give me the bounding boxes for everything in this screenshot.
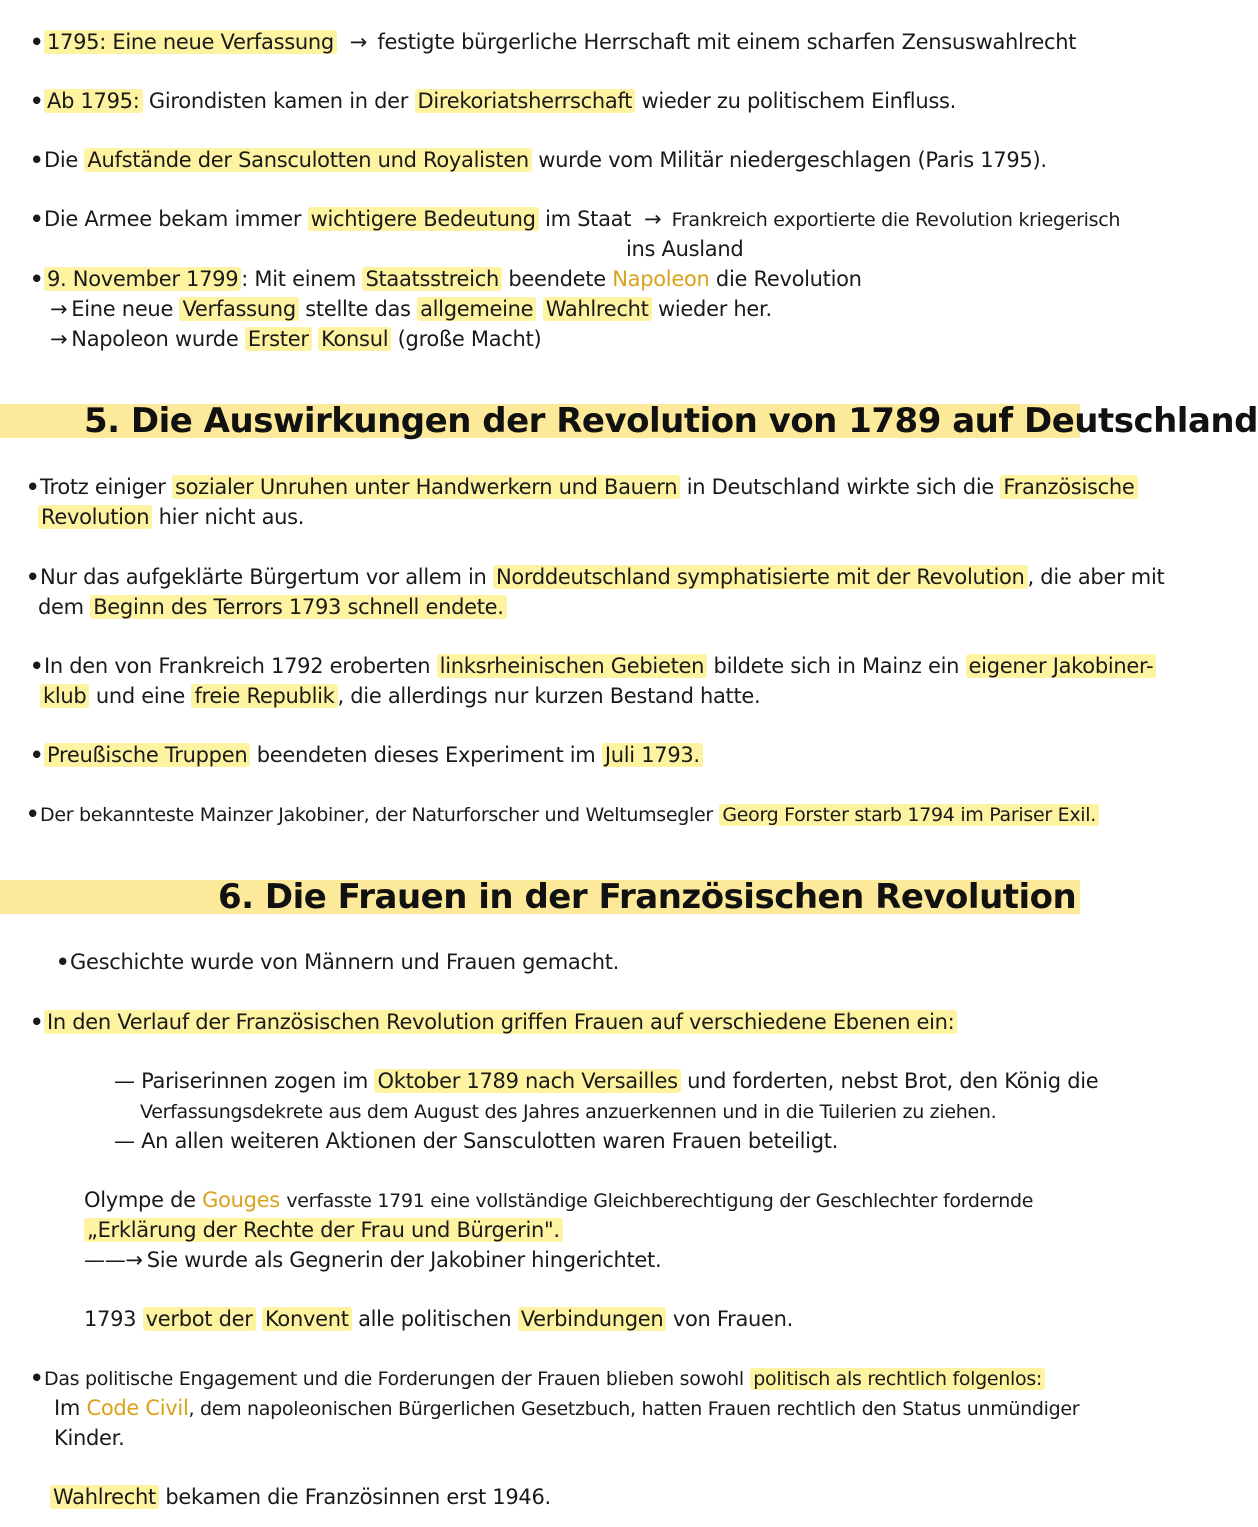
text: Die: [44, 148, 79, 172]
highlight: allgemeine: [417, 297, 536, 321]
line-engagement-2: [54, 1393, 1079, 1424]
text: Im: [54, 1396, 81, 1420]
highlight: Norddeutschland symphatisierte mit der Revolution: [493, 565, 1028, 589]
line-engagement: [30, 1363, 1045, 1394]
highlight: Beginn des Terrors 1793 schnell endete.: [90, 595, 506, 619]
highlight: Aufstände der Sansculotten und Royalisten: [84, 148, 531, 172]
text: die Revolution: [715, 267, 862, 291]
text: Frankreich exportierte die Revolution kriegerisch: [671, 209, 1121, 231]
line-buergertum-2: [38, 592, 507, 622]
line-trotz-2: [38, 502, 304, 532]
line-ab-1795: [30, 86, 956, 116]
text: wieder zu politischem Einfluss.: [641, 89, 956, 113]
bullet: •: [30, 654, 44, 678]
text: Kinder.: [54, 1426, 125, 1450]
line-sansculotten-aktionen: [114, 1126, 838, 1156]
text: In den von Frankreich 1792 eroberten: [44, 654, 431, 678]
text: bekamen die Französinnen erst 1946.: [165, 1485, 551, 1509]
highlight: klub: [40, 684, 89, 708]
bullet: •: [56, 950, 70, 974]
text: , die allerdings nur kurzen Bestand hatte.: [337, 684, 761, 708]
highlight: 9. November 1799: [44, 267, 241, 291]
text: bildete sich in Mainz ein: [713, 654, 960, 678]
text: festigte bürgerliche Herrschaft mit einem scharfen Zensuswahlrecht: [377, 30, 1077, 54]
bullet: •: [30, 207, 44, 231]
bullet: •: [26, 475, 40, 499]
highlight: Konvent: [262, 1307, 352, 1331]
line-verfassung-wahlrecht: [50, 294, 772, 324]
line-1795-constitution: [30, 27, 1076, 57]
highlight: sozialer Unruhen unter Handwerkern und Bauern: [172, 475, 680, 499]
text: wieder her.: [658, 297, 772, 321]
line-trotz: [26, 472, 1138, 502]
section-6-heading: 6. Die Frauen in der Französischen Revolution: [218, 877, 1077, 917]
highlight: Oktober 1789 nach Versailles: [374, 1069, 680, 1093]
highlight: Staatsstreich: [362, 267, 502, 291]
highlight: „Erklärung der Rechte der Frau und Bürgerin".: [84, 1218, 563, 1242]
highlight: linksrheinischen Gebieten: [437, 654, 708, 678]
line-geschichte: [56, 947, 619, 977]
highlight: Georg Forster starb 1794 im Pariser Exil.: [719, 804, 1099, 826]
bullet: •: [30, 148, 44, 172]
arrow-right-icon: →: [637, 207, 662, 231]
dash: —: [114, 1069, 142, 1093]
text: Eine neue: [71, 297, 174, 321]
line-engagement-3: [54, 1423, 124, 1453]
highlight: Französische: [1000, 475, 1137, 499]
text: Pariserinnen zogen im: [141, 1069, 369, 1093]
line-buergertum: [26, 562, 1164, 592]
text: Trotz einiger: [40, 475, 166, 499]
line-olympe-2: [84, 1215, 563, 1245]
bullet: •: [30, 1366, 44, 1390]
text: Sie wurde als Gegnerin der Jakobiner hingerichtet.: [146, 1248, 662, 1272]
line-mainz: [30, 651, 1156, 681]
bullet: •: [30, 89, 44, 113]
highlight: eigener Jakobiner-: [966, 654, 1157, 678]
text: Die Armee bekam immer: [44, 207, 302, 231]
bullet: •: [30, 743, 44, 767]
highlight: Juli 1793.: [602, 743, 703, 767]
highlight: Konsul: [318, 327, 391, 351]
text: Nur das aufgeklärte Bürgertum vor allem in: [40, 565, 487, 589]
arrow-right-icon: ——→: [84, 1248, 143, 1272]
text: stellte das: [305, 297, 411, 321]
line-ausland: [626, 234, 743, 264]
text: alle politischen: [358, 1307, 512, 1331]
line-mainz-2: [40, 681, 760, 711]
text: im Staat: [545, 207, 632, 231]
text: An allen weiteren Aktionen der Sansculotten waren Frauen beteiligt.: [141, 1129, 839, 1153]
text: Das politische Engagement und die Forderungen der Frauen blieben sowohl: [44, 1368, 744, 1390]
text: hier nicht aus.: [158, 505, 305, 529]
highlight: verbot der: [143, 1307, 256, 1331]
highlight: Wahlrecht: [50, 1485, 159, 1509]
orange-text: Napoleon: [612, 267, 710, 291]
bullet: •: [30, 267, 44, 291]
line-wahlrecht: [50, 1482, 551, 1512]
line-konvent: [84, 1304, 793, 1334]
highlight: wichtigere Bedeutung: [308, 207, 539, 231]
highlight: In den Verlauf der Französischen Revolution griffen Frauen auf verschiedene Ebenen ein:: [44, 1010, 957, 1034]
dash: —: [114, 1129, 142, 1153]
bullet: •: [30, 30, 44, 54]
highlight: Verfassung: [179, 297, 298, 321]
line-armee: [30, 204, 1120, 235]
highlight: Direkoriatsherrschaft: [415, 89, 636, 113]
line-9-november: [30, 264, 862, 294]
text: , die aber mit: [1027, 565, 1165, 589]
text: beendeten dieses Experiment im: [256, 743, 596, 767]
text: ins Ausland: [626, 237, 744, 261]
orange-text: Gouges: [202, 1188, 280, 1212]
text: (große Macht): [397, 327, 542, 351]
text: : Mit einem: [241, 267, 357, 291]
text: Geschichte wurde von Männern und Frauen gemacht.: [70, 950, 620, 974]
line-olympe: [84, 1185, 1033, 1216]
text: 1793: [84, 1307, 137, 1331]
orange-text: Code Civil: [86, 1396, 189, 1420]
text: wurde vom Militär niedergeschlagen (Paris 1795).: [538, 148, 1047, 172]
text: Girondisten kamen in der: [148, 89, 409, 113]
highlight: Preußische Truppen: [44, 743, 250, 767]
line-pariserinnen-2: [140, 1096, 996, 1127]
line-verlauf: [30, 1007, 957, 1037]
line-olympe-3: [84, 1245, 661, 1275]
line-pariserinnen: [114, 1066, 1098, 1096]
highlight: 1795: Eine neue Verfassung: [44, 30, 337, 54]
bullet: •: [30, 1010, 44, 1034]
text: beendete: [508, 267, 606, 291]
section-5-heading: 5. Die Auswirkungen der Revolution von 1789 auf Deutschland: [84, 401, 1258, 441]
highlight: Wahlrecht: [543, 297, 652, 321]
line-napoleon-konsul: [50, 324, 541, 354]
highlight: Verbindungen: [518, 1307, 667, 1331]
line-aufstaende: [30, 145, 1047, 175]
text: in Deutschland wirkte sich die: [686, 475, 994, 499]
highlight: freie Republik: [191, 684, 337, 708]
line-preussen: [30, 740, 703, 770]
bullet: •: [26, 802, 40, 826]
bullet: •: [26, 565, 40, 589]
text: Der bekannteste Mainzer Jakobiner, der Naturforscher und Weltumsegler: [40, 804, 713, 826]
arrow-right-icon: →: [50, 327, 68, 351]
text: , dem napoleonischen Bürgerlichen Gesetzbuch, hatten Frauen rechtlich den Status unmündiger: [188, 1398, 1080, 1420]
text: und eine: [95, 684, 186, 708]
text: und forderten, nebst Brot, den König die: [687, 1069, 1099, 1093]
highlight: Erster: [245, 327, 312, 351]
text: dem: [38, 595, 84, 619]
text: Napoleon wurde: [71, 327, 239, 351]
arrow-right-icon: →: [343, 30, 374, 54]
text: verfasste 1791 eine vollständige Gleichberechtigung der Geschlechter fordernde: [286, 1190, 1034, 1212]
highlight: Ab 1795:: [44, 89, 143, 113]
arrow-right-icon: →: [50, 297, 68, 321]
text: von Frauen.: [672, 1307, 794, 1331]
highlight: Revolution: [38, 505, 152, 529]
text: Olympe de: [84, 1188, 196, 1212]
line-forster: [26, 799, 1099, 830]
highlight: politisch als rechtlich folgenlos:: [750, 1368, 1045, 1390]
text: Verfassungsdekrete aus dem August des Jahres anzuerkennen und in die Tuilerien zu ziehen.: [140, 1101, 997, 1123]
